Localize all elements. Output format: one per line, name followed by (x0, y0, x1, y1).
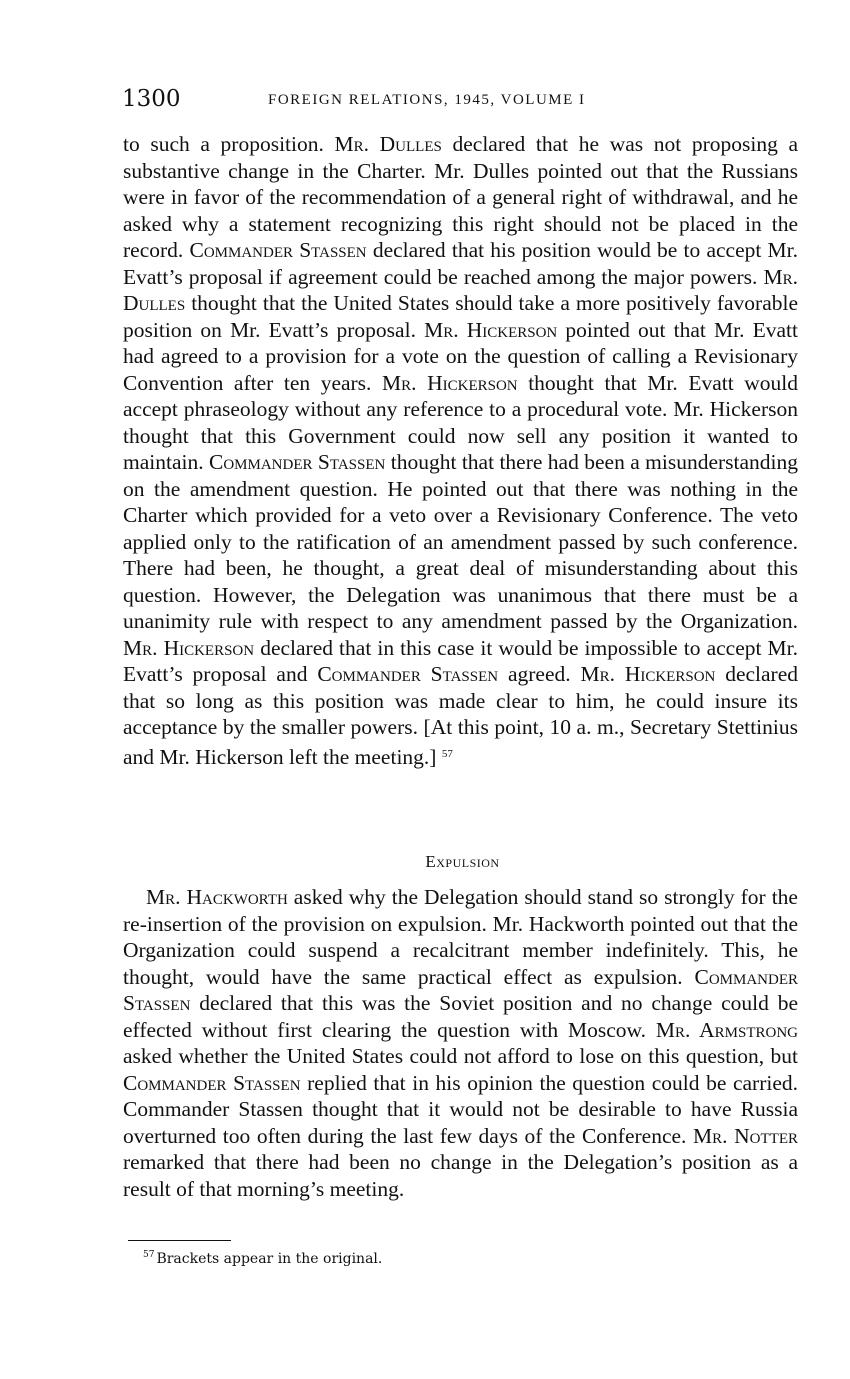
sentence: declared that in this case it would be impossible to accept Mr. Evatt’s proposal and (123, 635, 799, 686)
speaker-name: Mr. Hickerson (424, 317, 558, 342)
speaker-name: Mr. Hickerson (580, 662, 716, 686)
speaker-name: Mr. Hickerson (382, 370, 518, 395)
sentence: thought that Mr. Evatt would accept phraseology without any reference to a procedural vote. Mr. Hickerson thought that this Government could now sell any position it wanted to maintain. (123, 370, 799, 474)
speaker-name: Commander Stassen (123, 1070, 301, 1095)
sentence: declared that his position would be to accept Mr. Evatt’s proposal if agreement could be reached among the major powers. (123, 238, 799, 289)
sentence: thought that there had been a misunderstanding on the amendment question. He pointed out that there was nothing in the Charter which provided for a veto over a Revisionary Conference. The veto applied only to the ratification of an amendment passed by such conference. There had been, he thought, a great deal of misunderstanding about this question. However, the Delegation was unanimous that there must be a unanimity rule with respect to any amendment passed by the Organization. (123, 450, 799, 633)
footnote-number: 57 (143, 1250, 155, 1260)
section-heading: Expulsion (425, 852, 500, 871)
speaker-name: Commander Stassen (189, 238, 367, 262)
speaker-name: Mr. Dulles (123, 264, 798, 315)
sentence: asked why the Delegation should stand so strongly for the re-insertion of the provision on expulsion. Mr. Hackworth pointed out that the Organization could suspend a recalcitrant member indefinitely. This, he thought, would have the same practical effect as expulsion. (123, 885, 798, 989)
footnote-reference: 57 (441, 747, 453, 760)
page-header (122, 86, 742, 116)
sentence: to such a proposition. (123, 132, 324, 156)
sentence: asked whether the United States could not afford to lose on this question, but (123, 1044, 798, 1068)
speaker-name: Mr. Armstrong (655, 1017, 799, 1042)
speaker-name: Mr. Dulles (334, 132, 442, 156)
running-head: FOREIGN RELATIONS, 1945, VOLUME I (268, 92, 586, 108)
sentence: pointed out that Mr. Evatt had agreed to a provision for a vote on the question of calling a Revisionary Convention after ten years. (123, 317, 799, 395)
speaker-name: Commander Stassen (123, 964, 799, 1015)
speaker-name: Mr. Hackworth (146, 885, 288, 909)
paragraph-withdrawal-discussion (123, 131, 798, 770)
sentence: declared that this was the Soviet position and no change could be effected without first clearing the question with Moscow. (123, 991, 798, 1042)
speaker-name: Mr. Hickerson (123, 635, 255, 660)
footnote-divider (128, 1240, 231, 1241)
sentence: thought that the United States should take a more positively favorable position on Mr. Evatt’s proposal. (123, 291, 799, 342)
speaker-name: Commander Stassen (209, 450, 386, 474)
sentence: replied that in his opinion the question could be carried. Commander Stassen thought that it would not be desirable to have Russia overturned too often during the last few days of the Conference. (123, 1070, 799, 1148)
sentence: declared that he was not proposing a substantive change in the Charter. Mr. Dulles pointed out that the Russians were in favor of the recommendation of a general right of withdrawal, and he asked why a statement recognizing this right should not be placed in the record. (123, 132, 799, 262)
speaker-name: Mr. Notter (693, 1123, 799, 1148)
page-number: 1300 (122, 86, 181, 112)
paragraph-expulsion-discussion (123, 884, 798, 1202)
footnote-text: Brackets appear in the original. (156, 1251, 383, 1267)
sentence: agreed. (507, 662, 571, 686)
sentence: remarked that there had been no change in the Delegation’s position as a result of that morning’s meeting. (123, 1150, 798, 1201)
sentence: declared that so long as this position was made clear to him, he could insure its acceptance by the smaller powers. [At this point, 10 a. m., Secretary Stettinius and Mr. Hickerson left the meeting.] (123, 662, 799, 769)
speaker-name: Commander Stassen (317, 662, 499, 686)
footnote (143, 1250, 382, 1267)
